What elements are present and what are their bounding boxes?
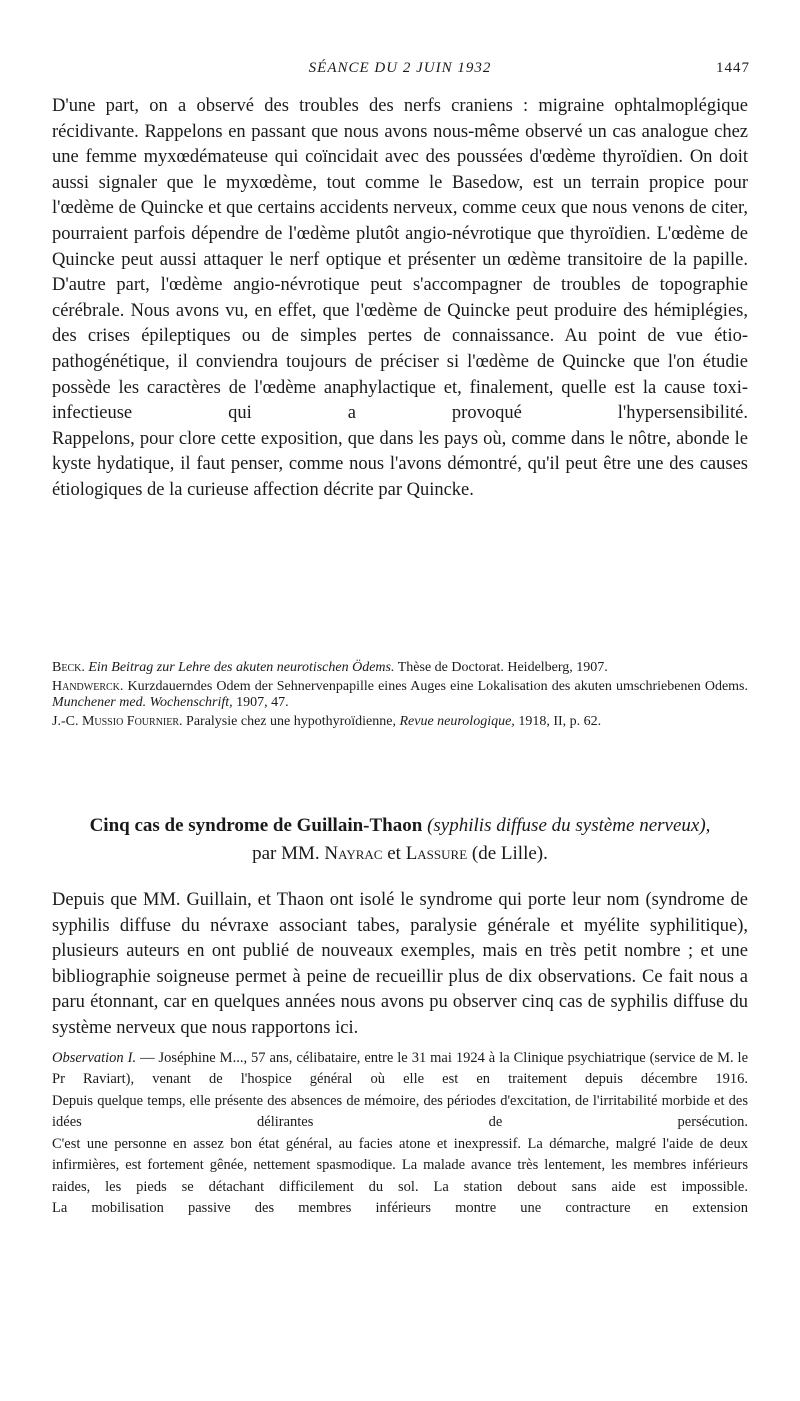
references xyxy=(52,660,748,732)
paragraph: D'une part, on a observé des troubles des nerfs craniens : migraine ophtalmoplégique récidivante. Rappelons en passant que nous avons nous-même observé un cas analogue chez une femme myxœdémateuse qui coïncidait avec des poussées d'œdème thyroïdien. On doit aussi signaler que le myxœdème, tout comme le Basedow, est un terrain propice pour l'œdème de Quincke et que certains accidents nerveux, comme ceux que nous venons de citer, pourraient parfois dépendre de l'œdème plutôt angio-névrotique que thyroïdien. L'œdème de Quincke peut aussi attaquer le nerf optique et présenter un œdème transitoire de la papille. xyxy=(52,96,748,270)
reference-details: 1907, 47. xyxy=(236,695,289,710)
article-title-main: Cinq cas de syndrome de Guillain-Thaon xyxy=(89,815,423,836)
paragraph: C'est une personne en assez bon état général, au facies atone et inexpressif. La démarche, malgré l'aide de deux infirmières, est fortement gênée, nettement spasmodique. La malade avance très lentement, les membres inférieurs raides, les pieds se détachant difficilement du sol. La station debout sans aide est impossible. xyxy=(52,1135,748,1195)
paragraph: La mobilisation passive des membres inférieurs montre une contracture en extension xyxy=(52,1200,748,1217)
paragraph: Depuis quelque temps, elle présente des absences de mémoire, des périodes d'excitation, de l'irritabilité morbide et des idées délirantes de persécution. xyxy=(52,1092,748,1131)
article-body xyxy=(52,888,748,1220)
author-affiliation: (de Lille). xyxy=(471,843,548,864)
observation-text: — Joséphine M..., 57 ans, célibataire, entre le 31 mai 1924 à la Clinique psychiatrique (service de M. le Pr Raviart), venant de l'hospice général où elle est en traitement depuis décembre 1916. xyxy=(52,1049,749,1088)
author-name: Nayrac xyxy=(324,843,383,864)
paragraph: Depuis que MM. Guillain, et Thaon ont isolé le syndrome qui porte leur nom (syndrome de syphilis diffuse du névraxe associant tabes, paralysie générale et myélite syphilitique), plusieurs auteurs en ont publié de nouveaux exemples, mais en très petit nombre ; et une bibliographie soigneuse permet à peine de recueillir plus de dix observations. Ce fait nous a paru étonnant, car en quelques années nous avons pu observer cinq cas de syphilis diffuse du système nerveux que nous rapportons ici. xyxy=(52,890,748,1038)
observation-paragraph xyxy=(52,1048,748,1091)
reference-journal: Munchener med. Wochenschrift, xyxy=(52,695,233,710)
reference-details: Thèse de Doctorat. Heidelberg, 1907. xyxy=(397,660,608,675)
article-title-subtitle: (syphilis diffuse du système nerveux), xyxy=(427,815,711,836)
reference-item xyxy=(52,714,748,731)
page-number: 1447 xyxy=(716,60,750,76)
main-text xyxy=(52,94,748,504)
reference-item xyxy=(52,679,748,712)
author-name: Lassure xyxy=(405,843,468,864)
reference-author: Beck. xyxy=(52,660,85,675)
paragraph: D'autre part, l'œdème angio-névrotique peut s'accompagner de troubles de topographie cérébrale. Nous avons vu, en effet, que l'œdème de Quincke peut produire des hémiplégies, des crises épileptiques ou de simples pertes de connaissance. Au point de vue étio-pathogénétique, il conviendra toujours de préciser si l'œdème de Quincke que l'on étudie possède les caractères de l'œdème anaphylactique et, finalement, quelle est la cause toxi-infectieuse qui a provoqué l'hypersensibilité. xyxy=(52,275,748,424)
reference-item xyxy=(52,660,748,677)
reference-details: 1918, II, p. 62. xyxy=(518,713,602,729)
paragraph: Rappelons, pour clore cette exposition, que dans les pays où, comme dans le nôtre, abonde le kyste hydatique, il faut penser, comme nous l'avons démontré, qu'il peut être une des causes étiologiques de la curieuse affection décrite par Quincke. xyxy=(52,428,748,500)
observation-label: Observation I. xyxy=(52,1049,137,1066)
reference-author: Handwerck. xyxy=(52,678,124,694)
reference-title: Ein Beitrag zur Lehre des akuten neurotischen Ödems. xyxy=(88,660,395,675)
article-title xyxy=(52,812,748,868)
reference-title: Paralysie chez une hypothyroïdienne, xyxy=(186,713,396,729)
running-title: SÉANCE DU 2 JUIN 1932 xyxy=(308,60,492,76)
reference-title: Kurzdauerndes Odem der Sehnervenpapille eines Auges eine Lokalisation des akuten umschriebenen Odems. xyxy=(127,678,748,694)
reference-journal: Revue neurologique, xyxy=(399,713,515,729)
article-authors: par MM. Nayrac et Lassure (de Lille). xyxy=(252,843,548,864)
page-header xyxy=(50,60,750,84)
reference-author: J.-C. Mussio Fournier. xyxy=(52,713,183,729)
